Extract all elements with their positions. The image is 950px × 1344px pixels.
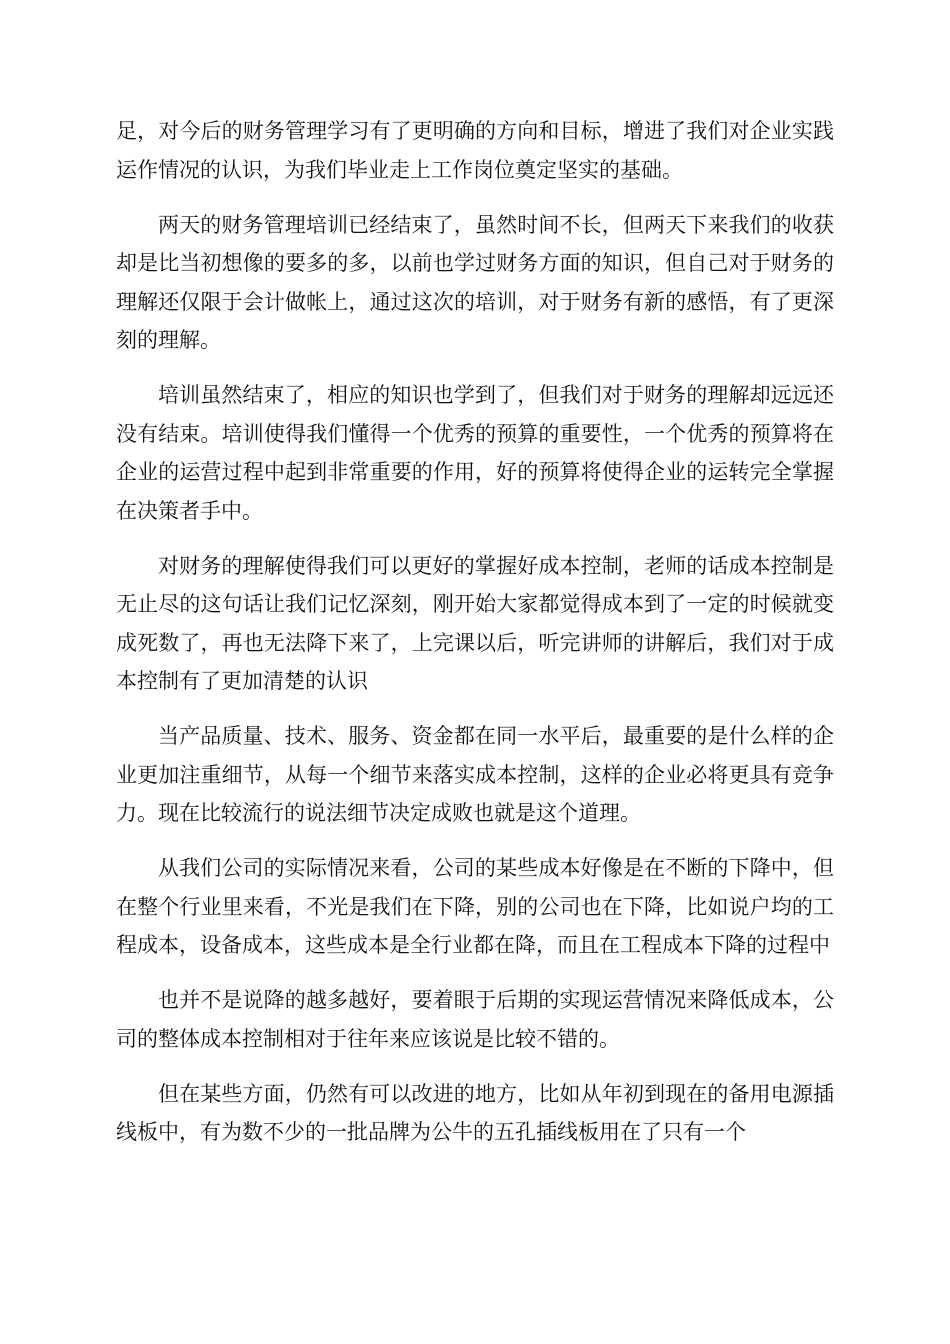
paragraph: 培训虽然结束了，相应的知识也学到了，但我们对于财务的理解却远远还没有结束。培训使得我们懂得一个优秀的预算的重要性，一个优秀的预算将在企业的运营过程中起到非常重要的作用，好的预算将使得企业的运转完全掌握在决策者手中。 [116, 383, 834, 523]
paragraph: 从我们公司的实际情况来看，公司的某些成本好像是在不断的下降中，但在整个行业里来看，不光是我们在下降，别的公司也在下降，比如说户均的工程成本，设备成本，这些成本是全行业都在降，而且在工程成本下降的过程中 [116, 856, 834, 957]
paragraph: 对财务的理解使得我们可以更好的掌握好成本控制，老师的话成本控制是无止尽的这句话让我们记忆深刻，刚开始大家都觉得成本到了一定的时候就变成死数了，再也无法降下来了，上完课以后，听完讲师的讲解后，我们对于成本控制有了更加清楚的认识 [116, 553, 834, 693]
paragraph: 足，对今后的财务管理学习有了更明确的方向和目标，增进了我们对企业实践运作情况的认识，为我们毕业走上工作岗位奠定坚实的基础。 [116, 119, 834, 182]
paragraph: 但在某些方面，仍然有可以改进的地方，比如从年初到现在的备用电源插线板中，有为数不少的一批品牌为公牛的五孔插线板用在了只有一个 [116, 1081, 834, 1144]
paragraph: 也并不是说降的越多越好，要着眼于后期的实现运营情况来降低成本，公司的整体成本控制相对于往年来应该说是比较不错的。 [116, 988, 834, 1051]
paragraph: 两天的财务管理培训已经结束了，虽然时间不长，但两天下来我们的收获却是比当初想像的要多的多，以前也学过财务方面的知识，但自己对于财务的理解还仅限于会计做帐上，通过这次的培训，对于财务有新的感悟，有了更深刻的理解。 [116, 212, 834, 352]
document-body [116, 112, 834, 1168]
paragraph: 当产品质量、技术、服务、资金都在同一水平后，最重要的是什么样的企业更加注重细节，从每一个细节来落实成本控制，这样的企业必将更具有竞争力。现在比较流行的说法细节决定成败也就是这个道理。 [116, 724, 834, 825]
